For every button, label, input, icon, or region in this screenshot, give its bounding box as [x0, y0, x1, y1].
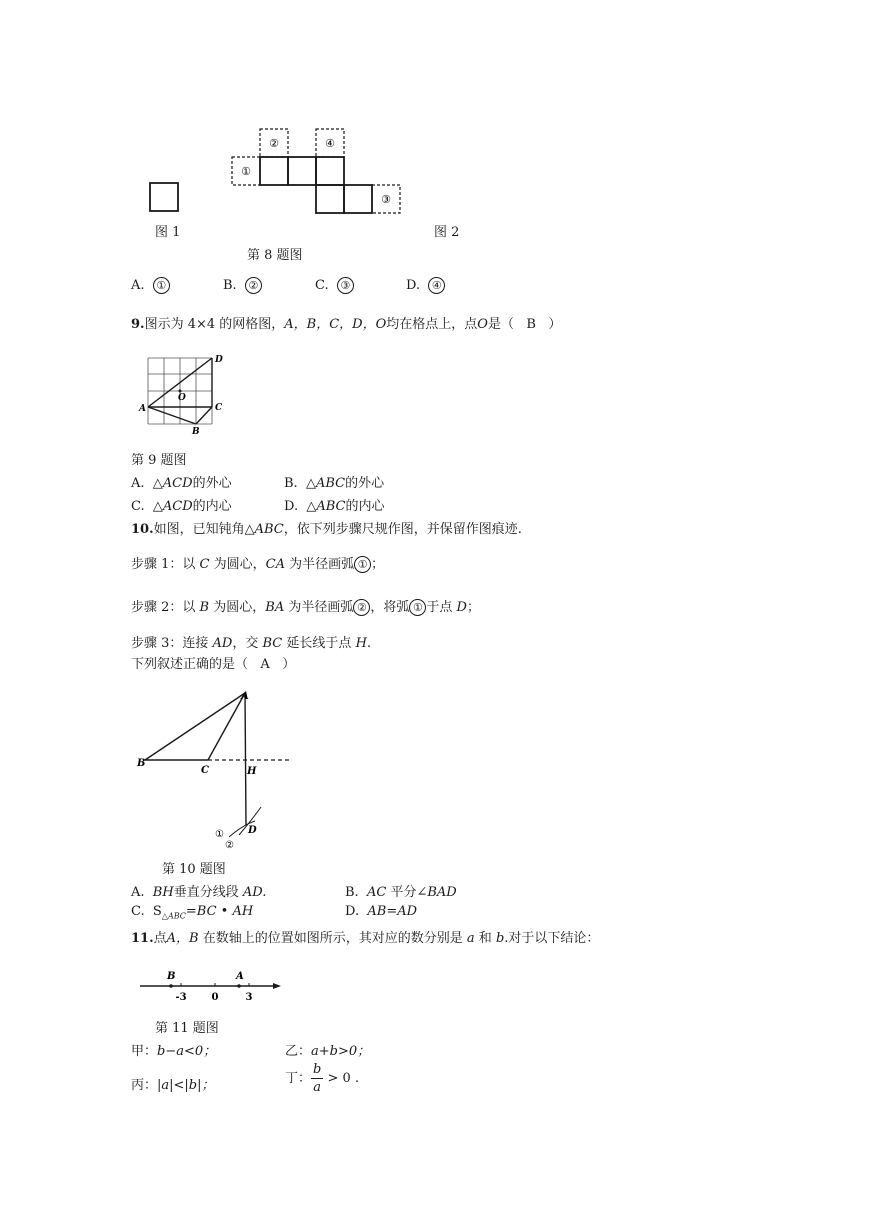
q10-step3: 步骤 3：连接 AD，交 BC 延长线于点 H. — [131, 636, 372, 651]
q10-caption: 第 10 题图 — [162, 862, 226, 877]
q11-stem: 11.点A，B 在数轴上的位置如图所示，其对应的数分别是 a 和 b.对于以下结论： — [131, 931, 600, 946]
q8-option-a: A. ① — [131, 277, 170, 294]
q8-mark-2: ② — [269, 137, 279, 150]
q9-option-a: A. △ACD的外心 — [131, 476, 232, 491]
q11-caption: 第 11 题图 — [155, 1021, 219, 1036]
q9-stem: 9.图示为 4×4 的网格图，A，B，C，D，O均在格点上，点O是（ B ） — [131, 317, 562, 332]
q10-option-c: C. $S_{\triangle ABC}=BC$ • AH — [131, 904, 254, 921]
q10-ask: 下列叙述正确的是（ A ） — [131, 657, 296, 672]
q9-label-d: D — [215, 355, 223, 365]
q9-option-c: C. △ACD的内心 — [131, 499, 232, 514]
q11-tick-neg3: -3 — [175, 992, 187, 1003]
q8-fig2-net — [260, 157, 372, 213]
q9-label-a: A — [139, 404, 146, 414]
q8-caption: 第 8 题图 — [247, 248, 303, 263]
q8-figure — [130, 125, 430, 225]
q10-label-h: H — [247, 766, 257, 777]
q11-label-a: A — [236, 971, 244, 982]
q10-figure — [135, 685, 305, 855]
q11-point-a — [237, 984, 241, 988]
q10-label-m1: ① — [215, 829, 224, 840]
q10-step1: 步骤 1：以 C 为圆心，CA 为半径画弧 ① ； — [131, 557, 385, 572]
q10-option-a: A. BH垂直分线段 AD. — [131, 885, 267, 900]
q10-label-d: D — [248, 825, 257, 836]
q8-option-d: D. ④ — [406, 277, 445, 294]
q11-number-line — [135, 965, 285, 1005]
q9-label-o: O — [178, 393, 186, 403]
q11-statement-jia: 甲：b−a<0； — [131, 1044, 217, 1059]
q8-mark-3: ③ — [381, 193, 391, 206]
q8-option-c: C. ③ — [315, 277, 354, 294]
q9-figure — [131, 350, 231, 438]
q10-label-m2: ② — [225, 840, 234, 851]
q10-step2: 步骤 2：以 B 为圆心，BA 为半径画弧 ② ，将弧 ① 于点 D； — [131, 600, 480, 615]
q11-tick-0: 0 — [211, 992, 219, 1003]
q9-option-d: D. △ABC的内心 — [284, 499, 385, 514]
q9-caption: 第 9 题图 — [131, 453, 187, 468]
q10-option-d: D. AB=AD — [345, 904, 418, 919]
q10-triangle — [145, 693, 246, 825]
q8-mark-1: ① — [241, 165, 251, 178]
q11-statement-bing: 丙：|a|<|b|； — [131, 1078, 215, 1093]
q10-label-b: B — [137, 758, 146, 769]
q8-fig1-square — [150, 183, 178, 211]
q10-stem: 10.如图，已知钝角△ABC，依下列步骤尺规作图，并保留作图痕迹. — [131, 522, 522, 537]
q8-fig2-label: 图 2 — [434, 225, 460, 240]
q11-label-b: B — [167, 971, 176, 982]
q11-tick-3: 3 — [245, 992, 253, 1003]
q11-arrow-icon — [273, 983, 281, 989]
q10-label-c: C — [201, 765, 209, 776]
q9-answer: B — [526, 317, 536, 332]
q10-label-a: A — [241, 691, 249, 702]
q9-option-b: B. △ABC的外心 — [284, 476, 385, 491]
q11-statement-ding: 丁： $\frac{b}{a}$ > 0 . — [285, 1062, 360, 1095]
q9-label-b: B — [192, 427, 200, 437]
q8-fig1-label: 图 1 — [155, 225, 181, 240]
q10-answer: A — [260, 657, 270, 672]
q8-option-b: B. ② — [223, 277, 262, 294]
q11-point-b — [169, 984, 173, 988]
q11-statement-yi: 乙：a+b>0； — [285, 1044, 371, 1059]
q9-label-c: C — [215, 403, 223, 413]
q10-option-b: B. AC 平分∠BAD — [345, 885, 457, 900]
q8-mark-4: ④ — [325, 137, 335, 150]
